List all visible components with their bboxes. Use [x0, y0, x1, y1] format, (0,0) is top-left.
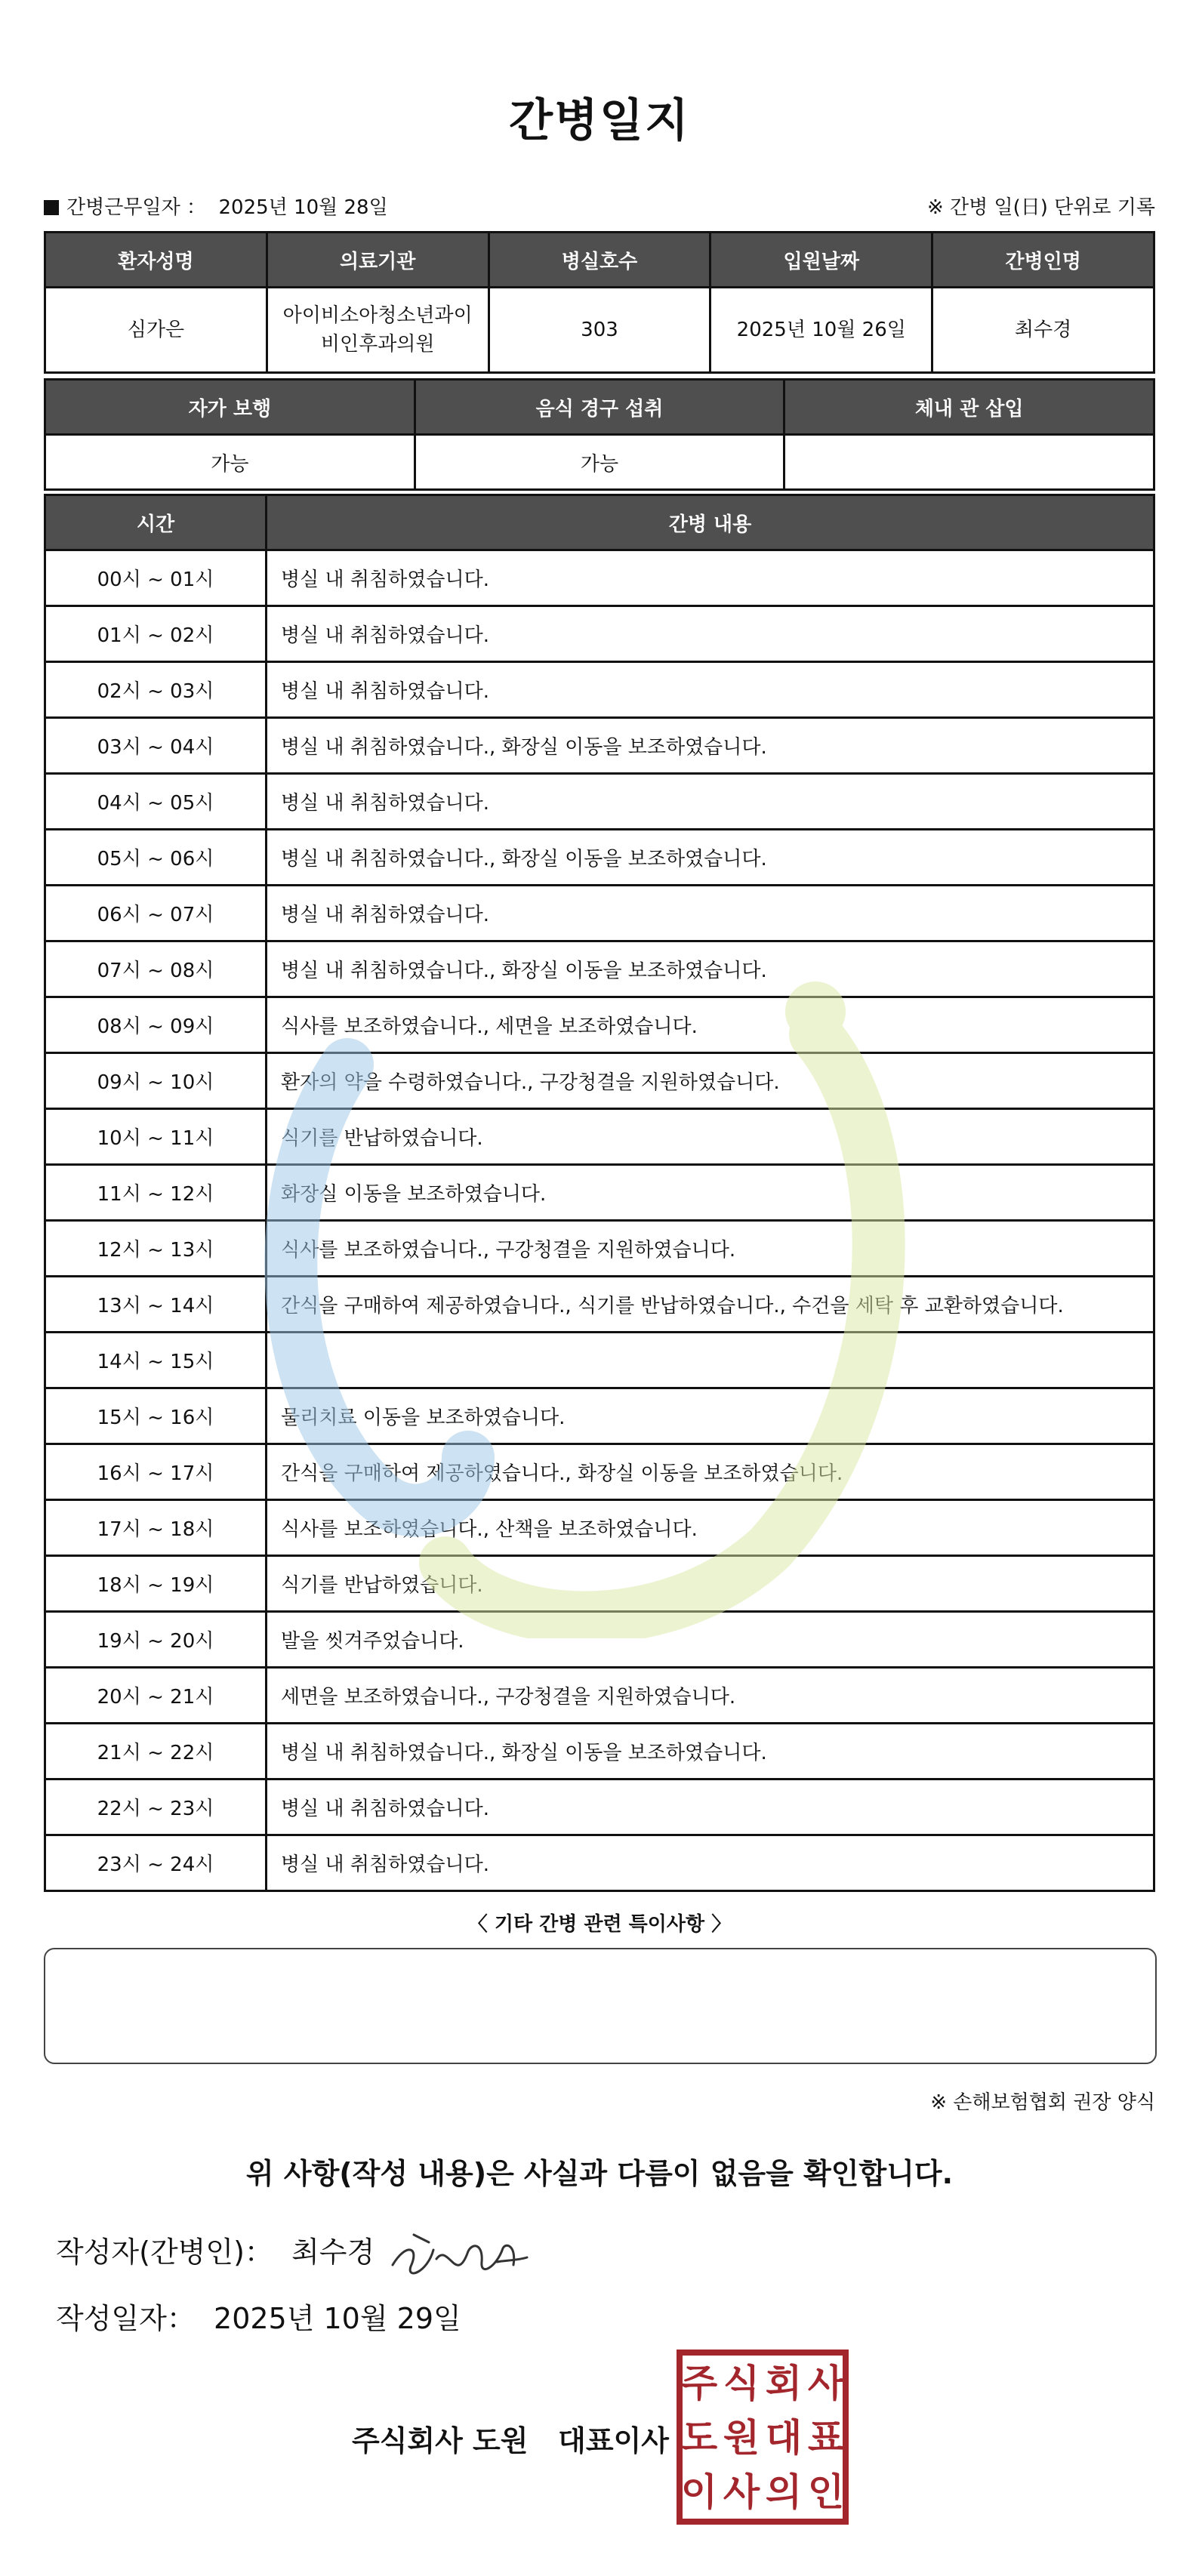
admit-date: 2025년 10월 26일: [710, 288, 932, 373]
log-content: 병실 내 취침하였습니다.: [267, 606, 1154, 662]
seal-char: 인: [807, 2470, 845, 2514]
log-row: [45, 662, 1154, 718]
log-row: [45, 1444, 1154, 1500]
hospital-line2: 비인후과의원: [320, 333, 435, 356]
notes-heading: 〈 기타 간병 관련 특이사항 〉: [467, 1913, 732, 1936]
author-name: 최수경: [291, 2236, 375, 2269]
header-time: 시간: [45, 495, 267, 550]
log-row: [45, 1835, 1154, 1891]
log-time: 13시 ~ 14시: [45, 1277, 267, 1333]
log-time: 09시 ~ 10시: [45, 1053, 267, 1109]
log-row: [45, 1668, 1154, 1724]
seal-char: 표: [807, 2416, 845, 2460]
log-row: [45, 1500, 1154, 1556]
log-content: 병실 내 취침하였습니다.: [267, 774, 1154, 830]
log-row: [45, 1053, 1154, 1109]
work-date-label: 간병근무일자 ：: [66, 196, 206, 219]
log-time: 01시 ~ 02시: [45, 606, 267, 662]
log-content: 병실 내 취침하였습니다.: [267, 1835, 1154, 1891]
log-content: 병실 내 취침하였습니다., 화장실 이동을 보조하였습니다.: [267, 718, 1154, 774]
log-row: [45, 941, 1154, 997]
log-time: 21시 ~ 22시: [45, 1724, 267, 1779]
oral-intake-value: 가능: [415, 435, 784, 490]
signature-image: [384, 2220, 535, 2295]
header-hospital: 의료기관: [267, 233, 489, 288]
write-date-line: [56, 2295, 461, 2337]
notes-box: [44, 1948, 1157, 2064]
header-tube: 체내 관 삽입: [784, 380, 1154, 435]
log-content: 병실 내 취침하였습니다., 화장실 이동을 보조하였습니다.: [267, 1724, 1154, 1779]
tube-value: [784, 435, 1154, 490]
log-time: 05시 ~ 06시: [45, 830, 267, 886]
company-representative: 주식회사 도원 대표이사: [352, 2424, 669, 2457]
walking-value: 가능: [45, 435, 415, 490]
log-row: [45, 830, 1154, 886]
seal-char: 사: [807, 2362, 845, 2405]
log-row: [45, 1779, 1154, 1835]
log-content: 식기를 반납하였습니다.: [267, 1556, 1154, 1612]
log-content: 병실 내 취침하였습니다., 화장실 이동을 보조하였습니다.: [267, 941, 1154, 997]
hospital-line1: 아이비소아청소년과이: [282, 304, 473, 327]
log-row: [45, 1333, 1154, 1388]
care-log-table: [44, 494, 1155, 1892]
log-content: 식사를 보조하였습니다., 산책을 보조하였습니다.: [267, 1500, 1154, 1556]
room-number: 303: [489, 288, 710, 373]
log-row: [45, 1109, 1154, 1165]
log-time: 19시 ~ 20시: [45, 1612, 267, 1668]
seal-char: 사: [723, 2470, 760, 2514]
log-content: 세면을 보조하였습니다., 구강청결을 지원하였습니다.: [267, 1668, 1154, 1724]
seal-char: 이: [680, 2470, 718, 2514]
log-content: 병실 내 취침하였습니다., 화장실 이동을 보조하였습니다.: [267, 830, 1154, 886]
log-row: [45, 1612, 1154, 1668]
log-content: 발을 씻겨주었습니다.: [267, 1612, 1154, 1668]
log-time: 08시 ~ 09시: [45, 997, 267, 1053]
log-content: 병실 내 취침하였습니다.: [267, 550, 1154, 606]
patient-info-table: [44, 231, 1155, 374]
log-time: 22시 ~ 23시: [45, 1779, 267, 1835]
recommendation-note: ※ 손해보험협회 권장 양식: [930, 2091, 1155, 2114]
log-content: 식사를 보조하였습니다., 구강청결을 지원하였습니다.: [267, 1221, 1154, 1277]
seal-char: 대: [765, 2416, 803, 2460]
log-time: 04시 ~ 05시: [45, 774, 267, 830]
seal-char: 주: [680, 2362, 718, 2405]
seal-char: 의: [765, 2470, 803, 2514]
log-content: 화장실 이동을 보조하였습니다.: [267, 1165, 1154, 1221]
header-patient-name: 환자성명: [45, 233, 267, 288]
log-row: [45, 886, 1154, 941]
seal-char: 회: [765, 2362, 803, 2405]
seal-char: 식: [723, 2362, 760, 2405]
header-walking: 자가 보행: [45, 380, 415, 435]
log-time: 18시 ~ 19시: [45, 1556, 267, 1612]
author-line: [56, 2229, 374, 2270]
patient-name: 심가은: [45, 288, 267, 373]
log-content: 간식을 구매하여 제공하였습니다., 화장실 이동을 보조하였습니다.: [267, 1444, 1154, 1500]
log-content: 병실 내 취침하였습니다.: [267, 662, 1154, 718]
log-time: 14시 ~ 15시: [45, 1333, 267, 1388]
write-date-label: 작성일자：: [56, 2302, 196, 2335]
document-title: 간병일지: [509, 94, 690, 147]
header-admit-date: 입원날짜: [710, 233, 932, 288]
log-content: 식사를 보조하였습니다., 세면을 보조하였습니다.: [267, 997, 1154, 1053]
log-time: 03시 ~ 04시: [45, 718, 267, 774]
hospital: [267, 288, 489, 373]
log-row: [45, 1724, 1154, 1779]
log-row: [45, 774, 1154, 830]
ability-table: [44, 378, 1155, 491]
log-time: 23시 ~ 24시: [45, 1835, 267, 1891]
log-content: 물리치료 이동을 보조하였습니다.: [267, 1388, 1154, 1444]
work-date-value: 2025년 10월 28일: [218, 196, 388, 219]
log-row: [45, 1388, 1154, 1444]
seal-char: 원: [723, 2416, 760, 2460]
log-time: 17시 ~ 18시: [45, 1500, 267, 1556]
confirmation-statement: 위 사항(작성 내용)은 사실과 다름이 없음을 확인합니다.: [245, 2157, 954, 2190]
work-date: [44, 192, 388, 220]
square-bullet-icon: [44, 200, 59, 215]
log-content: 간식을 구매하여 제공하였습니다., 식기를 반납하였습니다., 수건을 세탁 후 교환하였습니다.: [267, 1277, 1154, 1333]
log-time: 12시 ~ 13시: [45, 1221, 267, 1277]
log-time: 06시 ~ 07시: [45, 886, 267, 941]
log-content: 환자의 약을 수령하였습니다., 구강청결을 지원하였습니다.: [267, 1053, 1154, 1109]
log-row: [45, 1221, 1154, 1277]
daily-note: ※ 간병 일(日) 단위로 기록: [926, 196, 1155, 219]
log-time: 11시 ~ 12시: [45, 1165, 267, 1221]
log-row: [45, 718, 1154, 774]
log-content: [267, 1333, 1154, 1388]
log-content: 병실 내 취침하였습니다.: [267, 886, 1154, 941]
log-time: 00시 ~ 01시: [45, 550, 267, 606]
log-row: [45, 1556, 1154, 1612]
log-row: [45, 1165, 1154, 1221]
log-time: 16시 ~ 17시: [45, 1444, 267, 1500]
meta-row: [44, 190, 1155, 220]
log-row: [45, 997, 1154, 1053]
log-time: 20시 ~ 21시: [45, 1668, 267, 1724]
log-row: [45, 550, 1154, 606]
header-oral-intake: 음식 경구 섭취: [415, 380, 784, 435]
log-row: [45, 606, 1154, 662]
log-row: [45, 1277, 1154, 1333]
log-content: 병실 내 취침하였습니다.: [267, 1779, 1154, 1835]
header-room: 병실호수: [489, 233, 710, 288]
log-time: 07시 ~ 08시: [45, 941, 267, 997]
log-time: 02시 ~ 03시: [45, 662, 267, 718]
log-time: 10시 ~ 11시: [45, 1109, 267, 1165]
log-content: 식기를 반납하였습니다.: [267, 1109, 1154, 1165]
header-content: 간병 내용: [267, 495, 1154, 550]
header-caregiver: 간병인명: [932, 233, 1154, 288]
log-time: 15시 ~ 16시: [45, 1388, 267, 1444]
company-seal: [677, 2350, 849, 2525]
seal-char: 도: [680, 2416, 718, 2460]
author-label: 작성자(간병인)：: [56, 2236, 273, 2269]
write-date-value: 2025년 10월 29일: [214, 2302, 461, 2335]
caregiver-name: 최수경: [932, 288, 1154, 373]
